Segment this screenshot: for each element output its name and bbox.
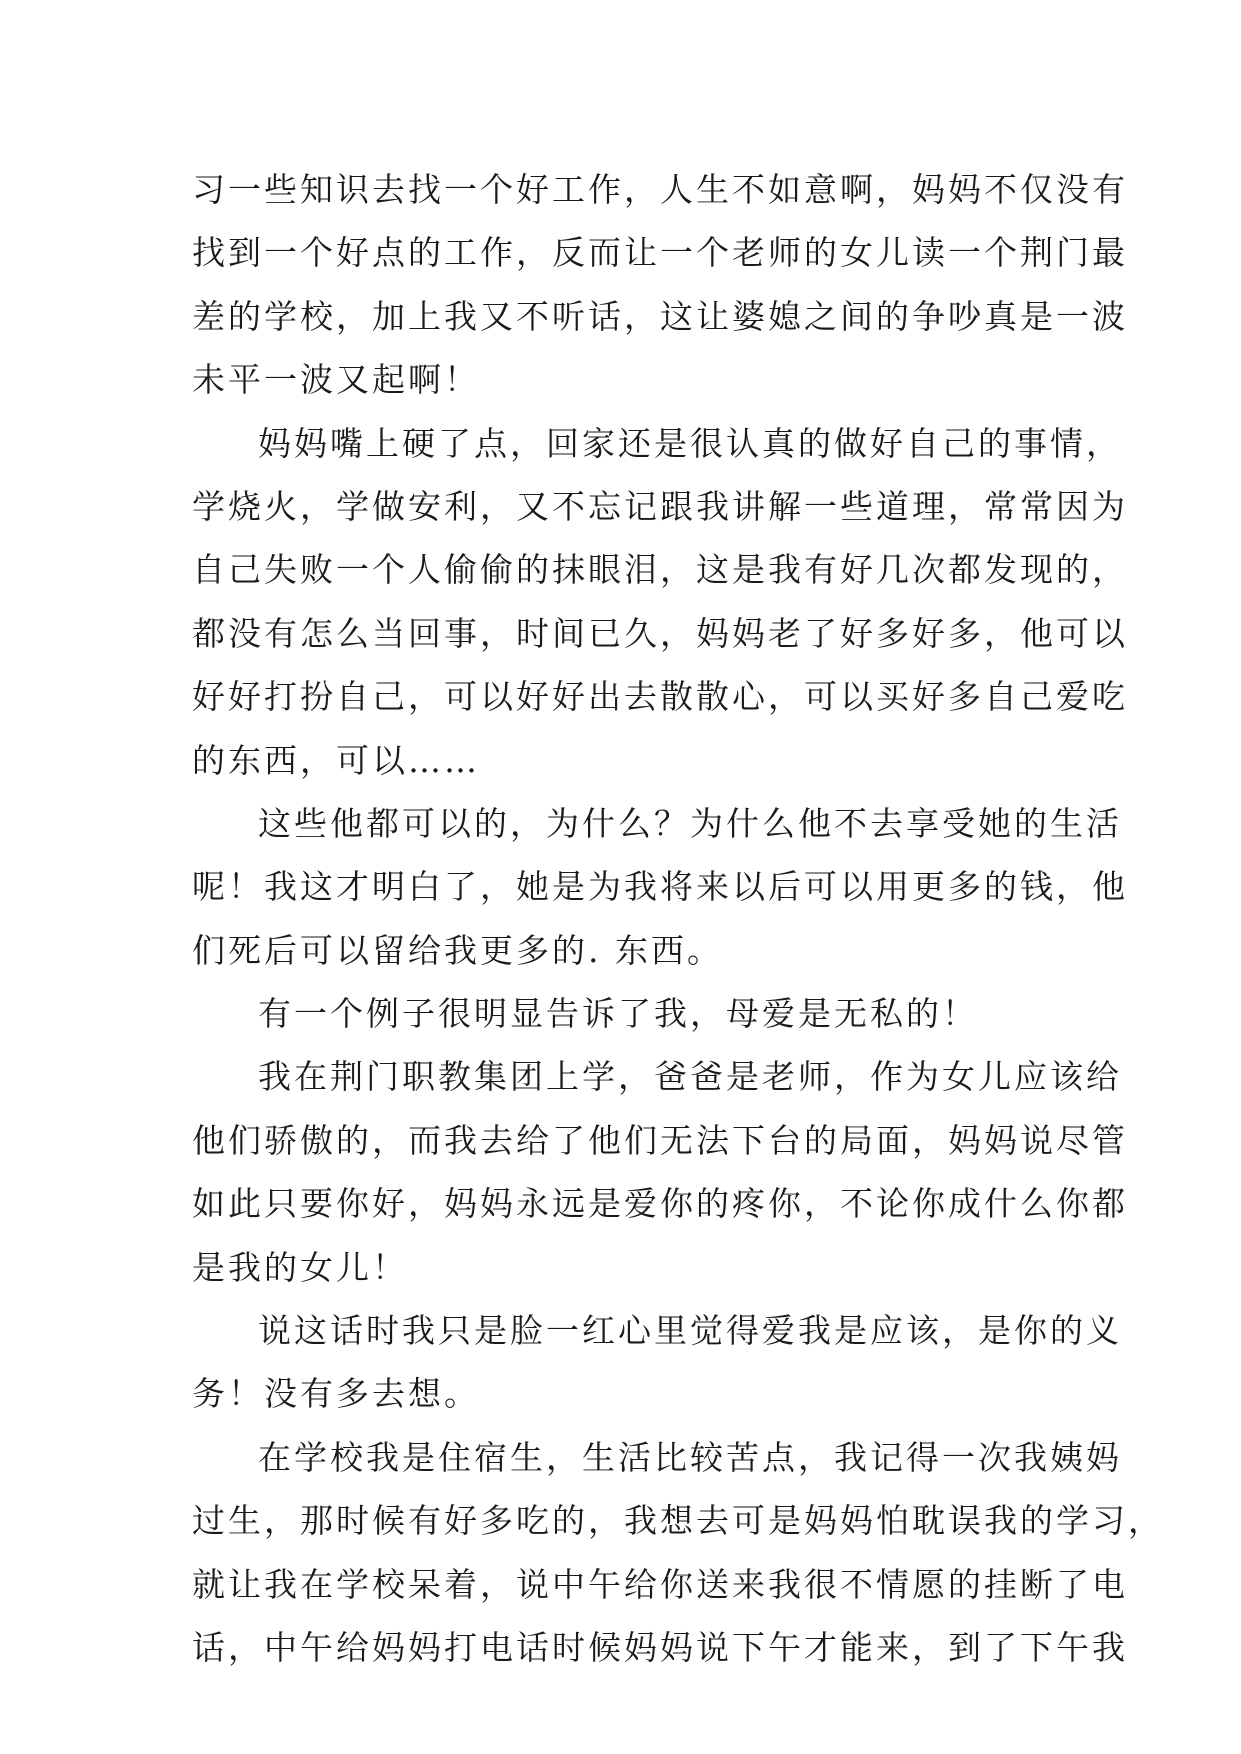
text-line: 找到一个好点的工作，反而让一个老师的女儿读一个荆门最 bbox=[192, 233, 1128, 273]
text-line: 妈妈嘴上硬了点，回家还是很认真的做好自己的事情， bbox=[258, 423, 1122, 463]
text-line: 有一个例子很明显告诉了我，母爱是无私的！ bbox=[258, 994, 978, 1034]
text-line: 好好打扮自己，可以好好出去散散心，可以买好多自己爱吃 bbox=[192, 677, 1128, 717]
text-line: 务！没有多去想。 bbox=[192, 1374, 480, 1414]
text-line: 呢！我这才明白了，她是为我将来以后可以用更多的钱，他 bbox=[192, 867, 1128, 907]
text-line: 就让我在学校呆着，说中午给你送来我很不情愿的挂断了电 bbox=[192, 1564, 1128, 1604]
text-line: 都没有怎么当回事，时间已久，妈妈老了好多好多，他可以 bbox=[192, 613, 1128, 653]
text-line: 过生，那时候有好多吃的，我想去可是妈妈怕耽误我的学习， bbox=[192, 1501, 1164, 1541]
text-line: 们死后可以留给我更多的. 东西。 bbox=[192, 930, 723, 970]
text-line: 自己失败一个人偷偷的抹眼泪，这是我有好几次都发现的， bbox=[192, 550, 1128, 590]
text-line: 他们骄傲的，而我去给了他们无法下台的局面，妈妈说尽管 bbox=[192, 1120, 1128, 1160]
article-body bbox=[192, 158, 1164, 1679]
text-line: 差的学校，加上我又不听话，这让婆媳之间的争吵真是一波 bbox=[192, 296, 1128, 336]
text-line: 未平一波又起啊！ bbox=[192, 360, 480, 400]
text-line: 如此只要你好，妈妈永远是爱你的疼你，不论你成什么你都 bbox=[192, 1184, 1128, 1224]
text-line: 在学校我是住宿生，生活比较苦点，我记得一次我姨妈 bbox=[258, 1437, 1122, 1477]
text-line: 的东西，可以…… bbox=[192, 740, 480, 780]
text-line: 这些他都可以的，为什么？为什么他不去享受她的生活 bbox=[258, 803, 1122, 843]
text-line: 是我的女儿！ bbox=[192, 1247, 408, 1287]
text-line: 我在荆门职教集团上学，爸爸是老师，作为女儿应该给 bbox=[258, 1057, 1122, 1097]
text-line: 习一些知识去找一个好工作，人生不如意啊，妈妈不仅没有 bbox=[192, 170, 1128, 209]
text-line: 说这话时我只是脸一红心里觉得爱我是应该，是你的义 bbox=[258, 1311, 1122, 1351]
text-line: 话，中午给妈妈打电话时候妈妈说下午才能来，到了下午我 bbox=[192, 1627, 1128, 1667]
text-line: 学烧火，学做安利，又不忘记跟我讲解一些道理，常常因为 bbox=[192, 486, 1128, 526]
